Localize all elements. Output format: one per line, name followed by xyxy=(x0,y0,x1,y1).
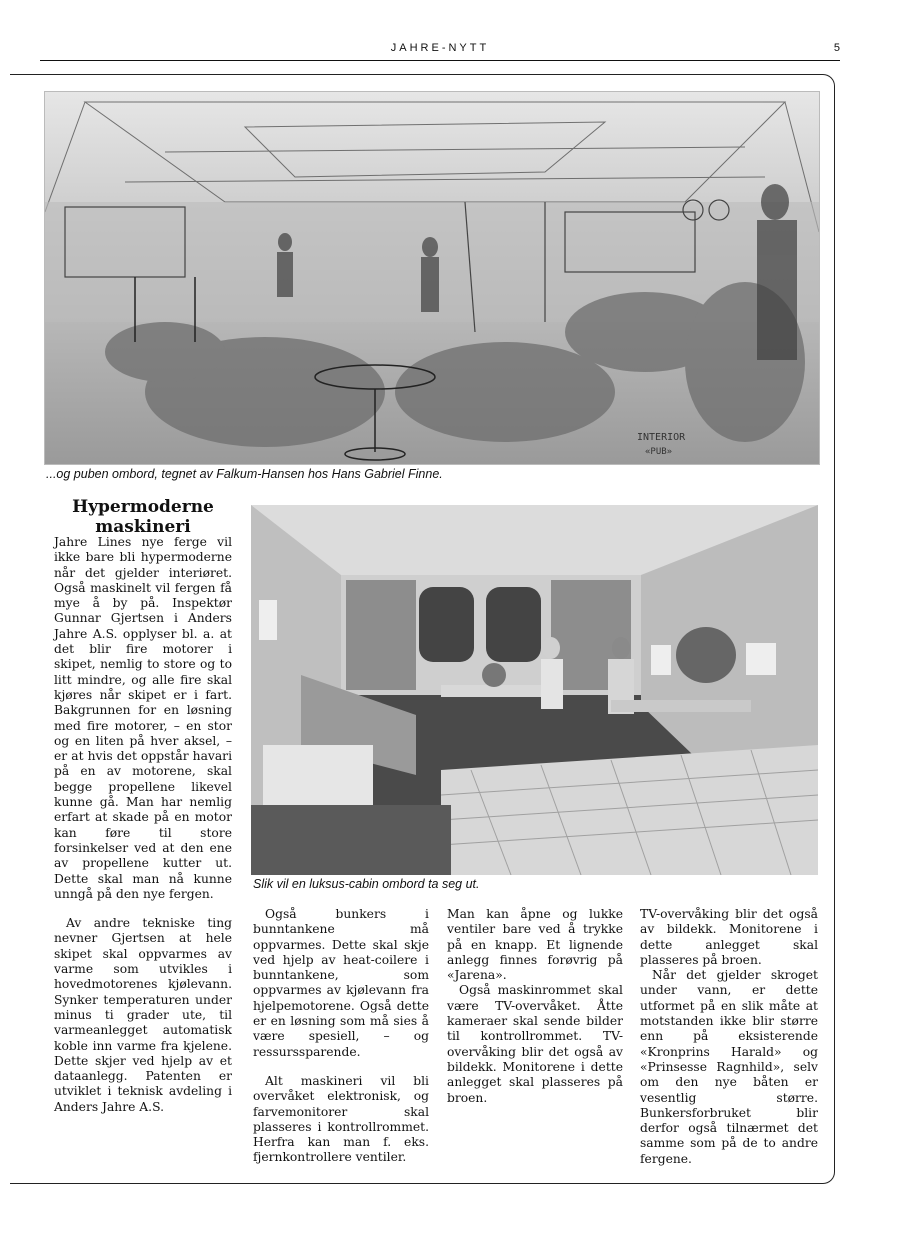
cabin-photo-image xyxy=(251,505,818,875)
cabin-photo xyxy=(251,505,818,875)
article-headline: Hypermoderne maskineri xyxy=(72,497,214,537)
article-column-4 xyxy=(640,907,818,1167)
paragraph: TV-overvåking blir det også av bildekk. Monitorene i dette anlegget skal plasseres på broen. xyxy=(640,907,818,967)
paragraph: Man kan åpne og lukke ventiler bare ved å trykke på en knapp. Et lignende anlegg finnes forøvrig på «Jarena». xyxy=(447,907,623,983)
pub-sketch-drawing xyxy=(45,92,819,464)
article-column-1 xyxy=(54,535,232,1115)
paragraph: Jahre Lines nye ferge vil ikke bare bli hypermoderne når det gjelder interiøret. Også maskinelt vil fergen få mye å by på. Inspektør Gunnar Gjertsen i Anders Jahre A.S. opplyser bl. a. at det blir fire motorer i skipet, nemlig to store og to litt mindre, og alle fire skal kjøres når skipet er i fart. Bakgrunnen for en løsning med fire motorer, – en stor og en liten på hver aksel, – er at hvis det oppstår havari på en av motorene, skal begge propellene likevel kunne gå. Man har nemlig erfart at skade på en motor kan føre til store forsinkelser ved at den ene av propellene kutter ut. Dette skal man nå kunne unngå på den nye fergen. xyxy=(54,535,232,901)
paragraph: Når det gjelder skroget under vann, er dette utformet på en slik måte at motstanden ikke blir større enn på eksisterende «Kronprins Harald» og «Prinsesse Ragnhild», selv om den nye båten er vesentlig større. Bunkersforbruket blir derfor også tilnærmet det samme som på de to andre fergene. xyxy=(640,968,818,1166)
article-column-3 xyxy=(447,907,623,1106)
sketch-label-interior: INTERIOR xyxy=(637,432,686,443)
article-column-2 xyxy=(253,907,429,1166)
illustration-caption: ...og puben ombord, tegnet av Falkum-Hansen hos Hans Gabriel Finne. xyxy=(46,467,443,481)
pub-sketch-illustration xyxy=(44,91,820,465)
publication-title: JAHRE-NYTT xyxy=(390,42,490,54)
paragraph: Av andre tekniske ting nevner Gjertsen at hele skipet skal oppvarmes av varme som utvikles i hovedmotorenes kjølevann. Synker temperaturen under minus ti grader ute, til varmeanlegget automatisk koble inn varme fra kjelene. Dette skjer ved hjelp av et dataanlegg. Patenten er utviklet i teknisk avdeling i Anders Jahre A.S. xyxy=(54,916,232,1114)
sketch-label-pub: «PUB» xyxy=(645,447,673,457)
paragraph: Alt maskineri vil bli overvåket elektronisk, og farvemonitorer skal plasseres i kontrollrommet. Herfra kan man f. eks. fjernkontrollere ventiler. xyxy=(253,1073,429,1165)
paragraph: Også bunkers i bunntankene må oppvarmes. Dette skal skje ved hjelp av heat-coilere i bunntankene, som oppvarmes av kjølevann fra hjelpemotorene. Også dette er en løsning som må sies å være spesiell, – og ressurssparende. xyxy=(253,907,429,1059)
paragraph: Også maskinrommet skal være TV-overvåket. Åtte kameraer skal sende bilder til kontrollrommet. TV-overvåking blir det også av bildekk. Monitorene i dette anlegget skal plasseres på broen. xyxy=(447,983,623,1105)
running-header xyxy=(40,38,840,61)
photo-caption: Slik vil en luksus-cabin ombord ta seg ut. xyxy=(253,877,480,891)
page-number: 5 xyxy=(833,42,840,54)
